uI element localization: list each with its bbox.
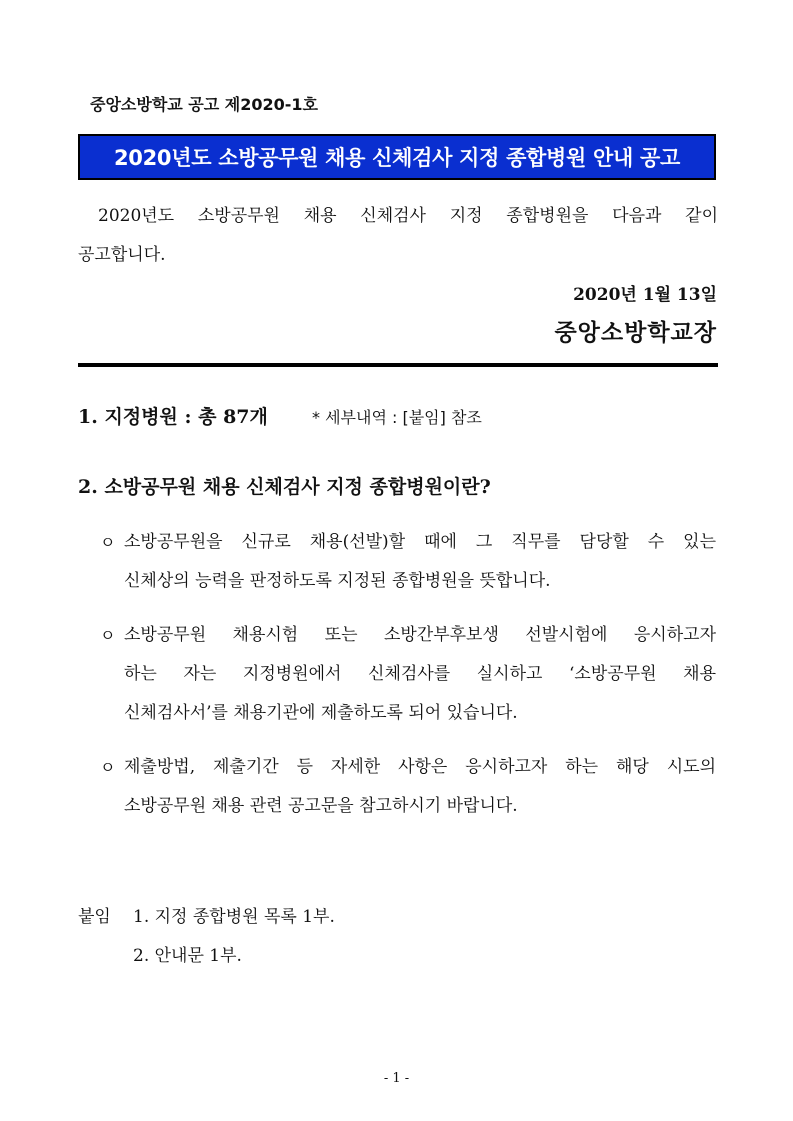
item-3-line-2: 소방공무원 채용 관련 공고문을 참고하시기 바랍니다. [124, 796, 518, 816]
signer: 중앙소방학교장 [554, 319, 717, 346]
attachment-item-2: 2. 안내문 1부. [133, 946, 242, 966]
item-2-line-3: 신체검사서’를 채용기관에 제출하도록 되어 있습니다. [124, 703, 518, 723]
notice-number: 중앙소방학교 공고 제2020-1호 [90, 95, 319, 114]
item-3-line-1: 제출방법, 제출기간 등 자세한 사항은 응시하고자 하는 해당 시도의 [124, 757, 716, 777]
bullet-marker: ㅇ [100, 533, 116, 552]
divider-rule [78, 363, 718, 367]
attachment-item-1: 1. 지정 종합병원 목록 1부. [133, 907, 335, 927]
bullet-marker: ㅇ [100, 626, 116, 645]
attachments-label: 붙임 [78, 907, 111, 927]
intro-line-2: 공고합니다. [78, 245, 166, 265]
section-2-heading: 2. 소방공무원 채용 신체검사 지정 종합병원이란? [78, 476, 491, 498]
notice-date: 2020년 1월 13일 [573, 285, 717, 305]
intro-line-1: 2020년도 소방공무원 채용 신체검사 지정 종합병원을 다음과 같이 [98, 206, 718, 226]
item-2-line-1: 소방공무원 채용시험 또는 소방간부후보생 선발시험에 응시하고자 [124, 625, 716, 645]
page-title: 2020년도 소방공무원 채용 신체검사 지정 종합병원 안내 공고 [113, 146, 680, 170]
section-1-heading: 1. 지정병원 : 총 87개 [78, 406, 268, 428]
title-banner [78, 134, 716, 180]
item-2-line-2: 하는 자는 지정병원에서 신체검사를 실시하고 ‘소방공무원 채용 [124, 664, 716, 684]
bullet-marker: ㅇ [100, 758, 116, 777]
item-1-line-2: 신체상의 능력을 판정하도록 지정된 종합병원을 뜻합니다. [124, 571, 551, 591]
page-number: - 1 - [383, 1071, 410, 1086]
section-1-note: * 세부내역 : [붙임] 참조 [312, 408, 482, 427]
item-1-line-1: 소방공무원을 신규로 채용(선발)할 때에 그 직무를 담당할 수 있는 [124, 532, 716, 552]
